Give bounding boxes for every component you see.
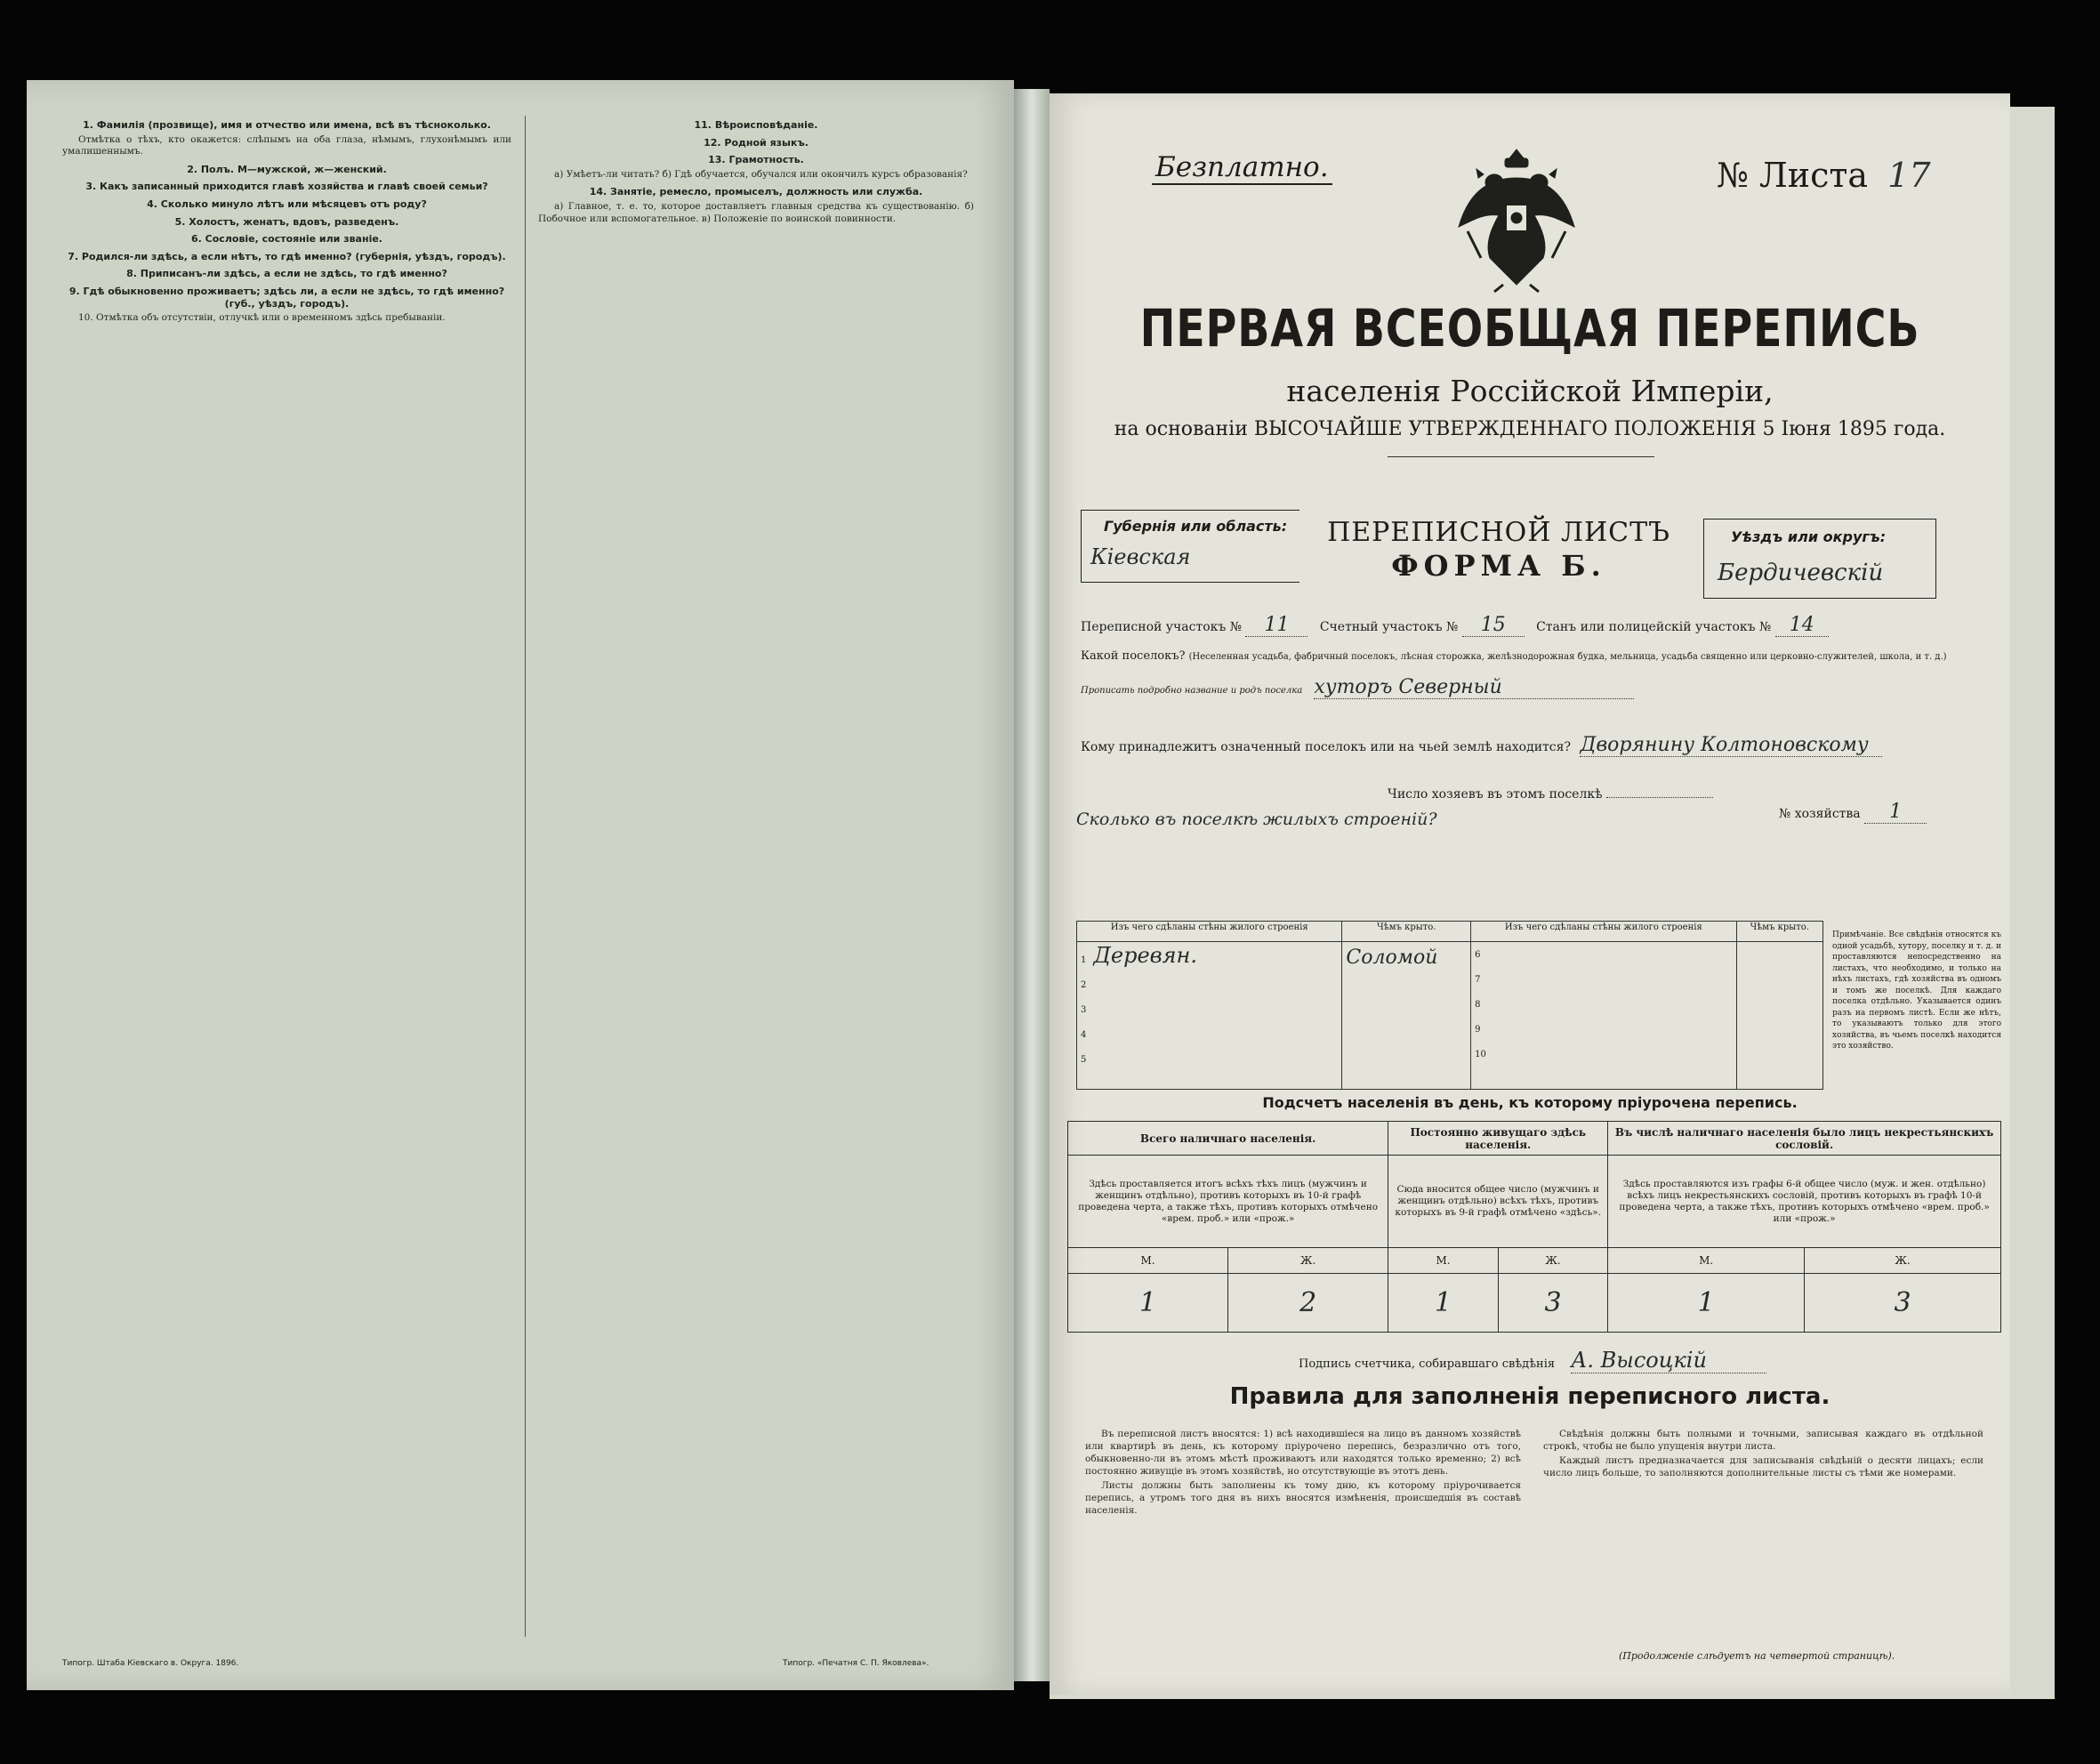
- sheet-number: [1717, 156, 1931, 195]
- households-label: Число хозяевъ въ этомъ поселкѣ: [1388, 787, 1603, 801]
- rules-col1-para-2: Листы должны быть заполнены къ тому дню, къ которому пріурочивается перепись, а утромъ того дня въ нихъ вносятся измѣненія, происшедшія въ составѣ населенія.: [1085, 1480, 1521, 1516]
- rules-col1-para-1: Въ переписной листъ вносятся: 1) всѣ находившіеся на лицо въ данномъ хозяйствѣ или квартирѣ въ день, къ которому пріурочено перепись, безразлично отъ того, обыкновенно-ли въ этомъ мѣстѣ проживаютъ или находятся только временно; 2) всѣ постоянно живущіе въ этомъ хозяйствѣ, но отсутствующіе въ этотъ день.: [1085, 1429, 1521, 1477]
- instruction-heading: 14. Занятіе, ремесло, промыселъ, должность или служба.: [589, 186, 923, 198]
- bld-num-9: 9: [1475, 1025, 1481, 1035]
- bld-row1-roof: Соломой: [1346, 946, 1438, 969]
- instruction-heading: 1. Фамилія (прозвище), имя и отчество или имена, всѣ въ тѣсноколько.: [83, 119, 491, 131]
- instruction-section: [538, 137, 974, 149]
- population-count-title: Подсчетъ населенія въ день, къ которому пріурочена перепись.: [1262, 1094, 1798, 1111]
- instruction-section: [62, 181, 511, 193]
- household-number-value: 1: [1864, 801, 1927, 824]
- instruction-body: 10. Отмѣтка объ отсутствіи, отлучкѣ или о временномъ здѣсь пребываніи.: [78, 312, 446, 324]
- instruction-section: [62, 119, 511, 158]
- bld-row-roof: [1342, 942, 1471, 1090]
- bld-num-2: 2: [1081, 980, 1087, 990]
- buildings-table: [1076, 921, 1823, 1090]
- population-table: [1067, 1121, 2001, 1333]
- instruction-heading: 4. Сколько минуло лѣтъ или мѣсяцевъ отъ роду?: [147, 197, 427, 210]
- double-headed-eagle-emblem: [1450, 142, 1583, 294]
- bld-right-nums: [1475, 943, 1732, 1067]
- pop-header-non-peasant: Въ числѣ наличнаго населенія было лицъ некрестьянскихъ сословій.: [1608, 1122, 2001, 1156]
- rules-column-2: [1543, 1428, 1983, 1481]
- pop-desc-non-peasant: Здѣсь проставляются изъ графы 6-й общее число (муж. и жен. отдѣльно) всѣхъ лицъ некрестьянскихъ сословій, противъ которыхъ въ графѣ 10-й проведена черта, а также тѣхъ, противъ которыхъ отмѣчено «врем. проб.» или «прож.»: [1608, 1156, 2001, 1248]
- bld-row-walls-2: [1471, 942, 1736, 1090]
- settlement-hint: (Неселенная усадьба, фабричный поселокъ, лѣсная сторожка, желѣзнодорожная будка, мельница, усадьба священно или церковно-служителей, школа, и т. д.): [1188, 652, 1947, 662]
- district-box: [1703, 519, 1936, 599]
- signature-value: А. Высоцкій: [1571, 1348, 1766, 1373]
- sheet-number-label: № Листа: [1717, 156, 1869, 195]
- sheet-number-value: 17: [1887, 156, 1931, 195]
- census-form-page: [1050, 93, 2010, 1695]
- households-line: [1388, 787, 1713, 801]
- instruction-section: [538, 186, 974, 225]
- census-area-value: 11: [1245, 614, 1307, 637]
- bld-col-roof: Чѣмъ крыто.: [1342, 922, 1471, 942]
- bld-num-1: 1: [1081, 955, 1087, 965]
- pop-total-female: 2: [1228, 1274, 1388, 1333]
- book-spine: [1014, 89, 1050, 1681]
- instruction-section: [538, 154, 974, 181]
- instruction-section: [538, 119, 974, 132]
- settlement-value: хуторъ Северный: [1314, 676, 1634, 699]
- bld-row-walls: [1077, 942, 1342, 1090]
- form-title: ПЕРЕПИСНОЙ ЛИСТЪ: [1327, 517, 1670, 548]
- pop-mf-3: М.: [1388, 1247, 1498, 1273]
- settlement-label: Какой поселокъ?: [1081, 649, 1186, 663]
- households-value-blank: [1606, 797, 1713, 798]
- instruction-heading: 2. Полъ. М—мужской, ж—женский.: [187, 163, 387, 175]
- instruction-section: [62, 164, 511, 176]
- instructions-column-2: [538, 116, 974, 1637]
- census-main-title: ПЕРВАЯ ВСЕОБЩАЯ ПЕРЕПИСЬ: [1139, 298, 1920, 358]
- title-rule: [1388, 456, 1654, 457]
- rules-title: Правила для заполненія переписного листа.: [1229, 1383, 1830, 1410]
- free-of-charge-label: Безплатно.: [1152, 151, 1332, 185]
- pop-header-permanent: Постоянно живущаго здѣсь населенія.: [1388, 1122, 1608, 1156]
- instruction-heading: 12. Родной языкъ.: [704, 136, 809, 149]
- buildings-label: Сколько въ поселкѣ жилыхъ строеній?: [1076, 810, 1437, 829]
- household-number-line: [1779, 801, 1927, 824]
- pop-mf-5: М.: [1608, 1247, 1805, 1273]
- owner-label: Кому принадлежитъ означенный поселокъ или на чьей землѣ находится?: [1081, 740, 1571, 754]
- province-label: Губернія или область:: [1104, 518, 1288, 535]
- bld-num-4: 4: [1081, 1030, 1087, 1040]
- settlement-line-2: [1081, 676, 1634, 699]
- signature-label: Подпись счетчика, собиравшаго свѣдѣнія: [1299, 1357, 1556, 1371]
- district-value: Бердичевскій: [1718, 560, 1884, 586]
- province-box: [1081, 510, 1299, 583]
- form-title-box: [1299, 510, 1699, 581]
- pop-permanent-female: 3: [1498, 1274, 1608, 1333]
- instruction-section: [62, 233, 511, 246]
- form-type: ФОРМА Б.: [1391, 549, 1606, 583]
- instruction-section: [62, 216, 511, 229]
- pop-mf-4: Ж.: [1498, 1247, 1608, 1273]
- bld-row-roof-2: [1736, 942, 1823, 1090]
- instruction-heading: 3. Какъ записанный приходится главѣ хозяйства и главѣ своей семьи?: [85, 181, 488, 193]
- pop-non-peasant-male: 1: [1608, 1274, 1805, 1333]
- decree-line: на основаніи ВЫСОЧАЙШЕ УТВЕРЖДЕННАГО ПОЛОЖЕНІЯ 5 Іюня 1895 года.: [1114, 418, 1946, 440]
- instruction-body: Отмѣтка о тѣхъ, кто окажется: слѣпымъ на оба глаза, нѣмымъ, глухонѣмымъ или умалишеннымъ.: [62, 133, 511, 157]
- census-area-label: Переписной участокъ №: [1081, 620, 1242, 634]
- pop-total-male: 1: [1068, 1274, 1228, 1333]
- bld-left-nums: [1081, 943, 1338, 1073]
- pop-mf-2: Ж.: [1228, 1247, 1388, 1273]
- district-label: Уѣздъ или округъ:: [1731, 528, 1887, 545]
- bld-num-5: 5: [1081, 1055, 1087, 1065]
- owner-line: [1081, 734, 1882, 757]
- pop-non-peasant-female: 3: [1805, 1274, 2001, 1333]
- bld-num-3: 3: [1081, 1005, 1087, 1015]
- instruction-heading: 13. Грамотность.: [708, 154, 804, 166]
- bld-col-roof-2: Чѣмъ крыто.: [1736, 922, 1823, 942]
- rules-column-1: [1085, 1428, 1521, 1518]
- household-number-label: № хозяйства: [1779, 807, 1861, 821]
- bld-row1-walls: Деревян.: [1093, 943, 1197, 968]
- stan-label: Станъ или полицейскій участокъ №: [1536, 620, 1772, 634]
- settlement-line: [1081, 649, 1947, 663]
- bld-num-7: 7: [1475, 975, 1481, 985]
- instruction-heading: 7. Родился-ли здѣсь, а если нѣтъ, то гдѣ именно? (губернія, уѣздъ, городъ).: [68, 250, 506, 262]
- instruction-heading: 11. Вѣроисповѣданіе.: [694, 119, 818, 131]
- buildings-note: Примѣчаніе. Все свѣдѣнія относятся къ одной усадьбѣ, хутору, поселку и т. д. и проставляются непосредственно на листахъ, что необходимо, и только на нѣхъ листахъ, гдѣ хозяйства въ одномъ и томъ же поселкѣ. Для каждаго поселка отдѣльно. Указывается одинъ разъ на первомъ листѣ. Если же нѣтъ, то указываютъ только для этого хозяйства, въ чьемъ поселкѣ находится это хозяйство.: [1832, 930, 2001, 1051]
- instruction-body: а) Главное, т. е. то, которое доставляетъ главныя средства къ существованію. б) Побочное или вспомогательное. в) Положеніе по воинской повинности.: [538, 200, 974, 224]
- stan-value: 14: [1775, 614, 1829, 637]
- owner-value: Дворянину Колтоновскому: [1580, 734, 1882, 757]
- continuation-note: (Продолженіе слѣдуетъ на четвертой страницѣ).: [1619, 1650, 1895, 1662]
- pop-mf-6: Ж.: [1805, 1247, 2001, 1273]
- enumerator-signature-line: [1299, 1348, 1766, 1373]
- instruction-section: [62, 286, 511, 325]
- bld-num-8: 8: [1475, 1000, 1481, 1010]
- instruction-section: [62, 251, 511, 263]
- bld-num-6: 6: [1475, 950, 1481, 960]
- census-subtitle: населенія Россійской Имперіи,: [1286, 374, 1774, 408]
- instruction-body: а) Умѣетъ-ли читать? б) Гдѣ обучается, обучался или окончилъ курсъ образованія?: [554, 168, 968, 180]
- bld-col-walls: Изъ чего сдѣланы стѣны жилого строенія: [1077, 922, 1342, 942]
- instruction-heading: 8. Приписанъ-ли здѣсь, а если не здѣсь, то гдѣ именно?: [126, 268, 447, 280]
- bld-num-10: 10: [1475, 1050, 1486, 1059]
- instruction-heading: 5. Холостъ, женатъ, вдовъ, разведенъ.: [174, 215, 399, 228]
- pop-desc-total: Здѣсь проставляется итогъ всѣхъ тѣхъ лицъ (мужчинъ и женщинъ отдѣльно), противъ которыхъ въ 10-й графѣ проведена черта, а также тѣхъ, противъ которыхъ отмѣчено «врем. проб.» или «прож.»: [1068, 1156, 1388, 1248]
- column-divider: [525, 116, 526, 1637]
- instructions-column-1: [62, 116, 511, 1637]
- instruction-section: [62, 198, 511, 211]
- rules-col2-para-2: Каждый листъ предназначается для записыванія свѣдѣній о десяти лицахъ; если число лицъ больше, то заполняются дополнительные листы съ тѣми же номерами.: [1543, 1455, 1983, 1478]
- left-footer-imprint: Типогр. Штаба Кіевскаго в. Округа. 1896.: [62, 1659, 239, 1668]
- left-page-instructions: [27, 80, 1014, 1690]
- right-footer-imprint: Типогр. «Печатня С. П. Яковлева».: [783, 1659, 929, 1668]
- bld-col-walls-2: Изъ чего сдѣланы стѣны жилого строенія: [1471, 922, 1736, 942]
- counting-area-value: 15: [1462, 614, 1525, 637]
- settlement-hint-2: Прописать подробно название и родъ поселка: [1081, 686, 1303, 696]
- instruction-heading: 6. Сословіе, состояніе или званіе.: [191, 233, 382, 246]
- province-value: Кіевская: [1090, 544, 1191, 569]
- instruction-section: [62, 268, 511, 280]
- pop-desc-permanent: Сюда вносится общее число (мужчинъ и женщинъ отдѣльно) всѣхъ тѣхъ, противъ которыхъ въ 9-й графѣ отмѣчено «здѣсь».: [1388, 1156, 1608, 1248]
- instruction-heading: 9. Гдѣ обыкновенно проживаетъ; здѣсь ли, а если не здѣсь, то гдѣ именно? (губ., уѣздъ, городъ).: [68, 285, 505, 310]
- pop-header-total: Всего наличнаго населенія.: [1068, 1122, 1388, 1156]
- pop-permanent-male: 1: [1388, 1274, 1498, 1333]
- rules-col2-para-1: Свѣдѣнія должны быть полными и точными, записывая каждаго въ отдѣльной строкѣ, чтобы не было упущенія внутри листа.: [1543, 1429, 1983, 1452]
- census-area-line: [1081, 614, 1829, 637]
- pop-mf-1: М.: [1068, 1247, 1228, 1273]
- counting-area-label: Счетный участокъ №: [1319, 620, 1459, 634]
